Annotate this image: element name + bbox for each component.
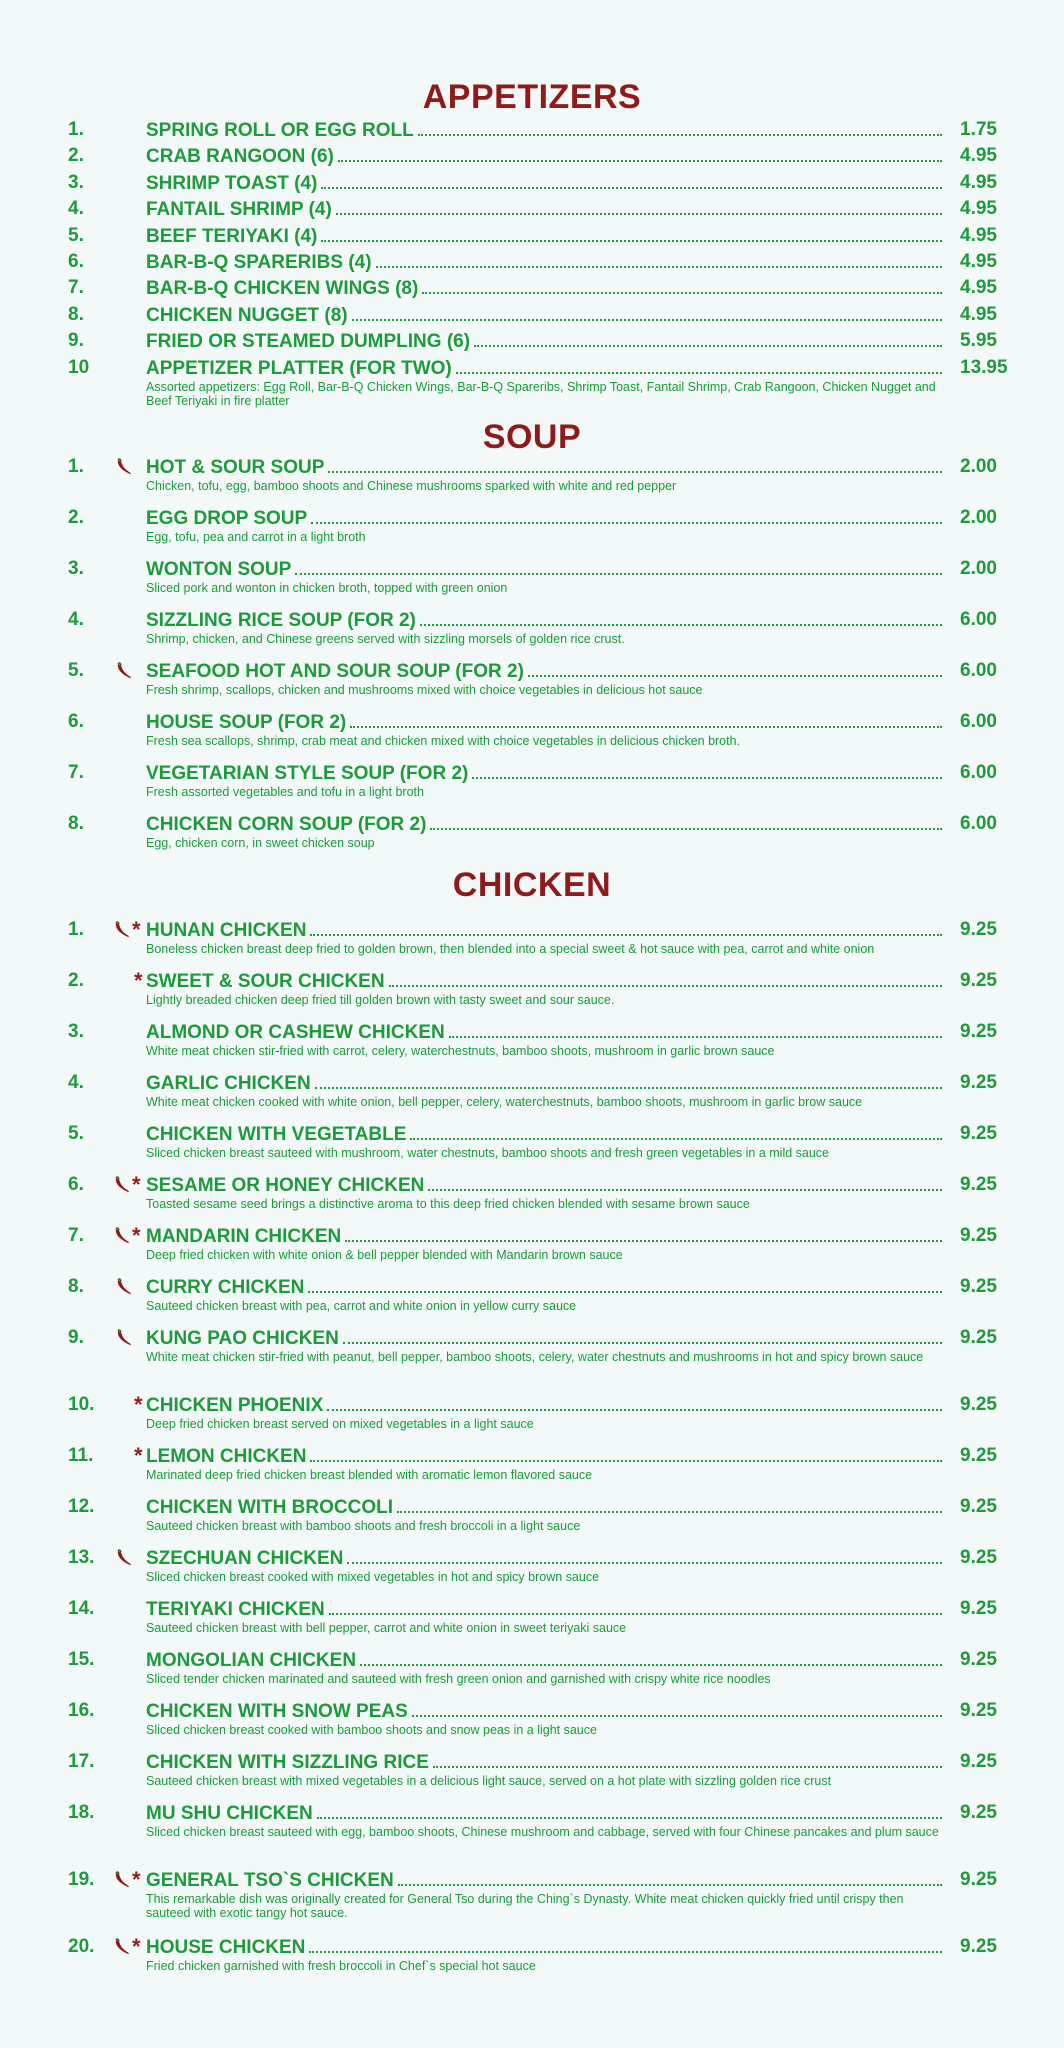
chef-special-star-icon: * [132,917,141,942]
item-number: 7. [68,277,84,298]
dot-leader [345,1224,942,1242]
item-price: 9.25 [960,1394,997,1415]
item-name-line [146,1275,946,1299]
item-description: Shrimp, chicken, and Chinese greens served with sizzling morsels of golden rice crust. [146,632,625,646]
item-price: 6.00 [960,609,997,630]
item-number: 14. [68,1598,95,1619]
dot-leader [428,1173,942,1191]
item-price: 2.00 [960,558,997,579]
item-name: SEAFOOD HOT AND SOUR SOUP (FOR 2) [146,661,524,682]
item-number: 4. [68,1072,84,1093]
dot-leader [474,329,942,347]
item-description: Fried chicken garnished with fresh broccoli in Chef`s special hot sauce [146,1959,536,1973]
dot-leader [412,1699,942,1717]
item-name: SWEET & SOUR CHICKEN [146,971,385,992]
item-number: 1. [68,919,84,940]
item-name: HOUSE CHICKEN [146,1937,306,1958]
dot-leader [422,276,942,294]
chef-special-star-icon: * [134,1443,143,1468]
item-number: 11. [68,1445,94,1466]
item-name-line [146,506,946,530]
item-name-line [146,356,946,380]
item-name-line [146,1546,946,1570]
item-number: 5. [68,660,84,681]
dot-leader [350,710,942,728]
item-number: 3. [68,558,84,579]
item-name-line [146,1020,946,1044]
item-price: 4.95 [960,277,997,298]
item-description: Deep fried chicken with white onion & bell pepper blended with Mandarin brown sauce [146,1248,623,1262]
item-name-line [146,1444,946,1468]
chef-special-star-icon: * [132,1223,141,1248]
item-name-line [146,1071,946,1095]
item-marks [110,659,146,683]
chef-special-star-icon: * [132,1934,141,1959]
item-description: Chicken, tofu, egg, bamboo shoots and Chinese mushrooms sparked with white and red pepper [146,479,677,493]
item-price: 9.25 [960,1869,997,1890]
hot-pepper-icon [114,661,134,681]
item-price: 9.25 [960,1445,997,1466]
item-marks [110,1275,146,1299]
item-name: CHICKEN WITH SIZZLING RICE [146,1752,429,1773]
item-price: 6.00 [960,813,997,834]
item-name: MONGOLIAN CHICKEN [146,1650,357,1671]
item-price: 9.25 [960,1751,997,1772]
item-number: 5. [68,1123,84,1144]
item-number: 3. [68,1021,84,1042]
item-price: 9.25 [960,1547,997,1568]
item-price: 13.95 [960,357,1008,378]
item-name: HOT & SOUR SOUP [146,457,325,478]
hot-pepper-icon [112,1937,132,1957]
item-name: CHICKEN PHOENIX [146,1395,324,1416]
item-name-line [146,303,946,327]
item-price: 9.25 [960,919,997,940]
item-number: 2. [68,970,84,991]
item-name: CURRY CHICKEN [146,1277,305,1298]
item-name: SHRIMP TOAST (4) [146,173,318,194]
item-number: 10. [68,1394,95,1415]
item-name: HOUSE SOUP (FOR 2) [146,712,347,733]
item-marks [110,1393,146,1417]
dot-leader [449,1020,942,1038]
item-name-line [146,171,946,195]
item-marks [110,1935,146,1959]
item-marks [110,455,146,479]
item-name-line [146,1495,946,1519]
item-name-line [146,1597,946,1621]
item-description: Sliced tender chicken marinated and sauteed with fresh green onion and garnished with crispy white rice noodles [146,1672,771,1686]
item-name-line [146,224,946,248]
item-description: Egg, chicken corn, in sweet chicken soup [146,836,375,850]
dot-leader [528,659,942,677]
item-name-line [146,812,946,836]
item-marks [110,1868,146,1892]
item-description: Fresh sea scallops, shrimp, crab meat and chicken mixed with choice vegetables in delicious chicken broth. [146,734,741,748]
item-price: 5.95 [960,330,997,351]
item-name: APPETIZER PLATTER (FOR TWO) [146,358,452,379]
item-name: MU SHU CHICKEN [146,1803,313,1824]
item-name-line [146,329,946,353]
item-price: 4.95 [960,198,997,219]
dot-leader [430,812,942,830]
item-number: 12. [68,1496,95,1517]
hot-pepper-icon [112,1226,132,1246]
item-name-line [146,276,946,300]
item-number: 4. [68,609,84,630]
item-name: SIZZLING RICE SOUP (FOR 2) [146,610,416,631]
item-name-line [146,118,946,142]
dot-leader [347,1546,942,1564]
item-name: GENERAL TSO`S CHICKEN [146,1870,394,1891]
item-price: 9.25 [960,1123,997,1144]
dot-leader [310,1444,942,1462]
dot-leader [327,1393,942,1411]
item-number: 6. [68,1174,84,1195]
item-price: 4.95 [960,172,997,193]
item-number: 10 [68,357,90,378]
item-marks [110,1546,146,1570]
item-number: 9. [68,1327,84,1348]
dot-leader [321,171,942,189]
item-price: 9.25 [960,1276,997,1297]
item-number: 5. [68,225,84,246]
dot-leader [315,1071,942,1089]
dot-leader [456,356,942,374]
item-name-line [146,1935,946,1959]
item-name: ALMOND OR CASHEW CHICKEN [146,1022,445,1043]
chef-special-star-icon: * [132,1172,141,1197]
dot-leader [308,1275,942,1293]
item-price: 4.95 [960,304,997,325]
item-name: TERIYAKI CHICKEN [146,1599,325,1620]
item-number: 18. [68,1802,95,1823]
item-number: 7. [68,762,84,783]
item-number: 6. [68,711,84,732]
item-name: MANDARIN CHICKEN [146,1226,342,1247]
item-description: Sauteed chicken breast with bell pepper, carrot and white onion in sweet teriyaki sauce [146,1621,627,1635]
item-price: 9.25 [960,970,997,991]
item-description: Assorted appetizers: Egg Roll, Bar-B-Q Chicken Wings, Bar-B-Q Spareribs, Shrimp Toast, Fantail Shrimp, Crab Rangoon, Chicken Nugget and Beef Teriyaki in fire platter [146,380,936,408]
item-price: 4.95 [960,251,997,272]
item-price: 9.25 [960,1700,997,1721]
dot-leader [352,303,942,321]
item-name-line [146,197,946,221]
item-marks [110,1224,146,1248]
dot-leader [343,1326,942,1344]
item-description: Sauteed chicken breast with bamboo shoots and fresh broccoli in a light sauce [146,1519,581,1533]
item-name-line [146,1868,946,1892]
item-marks [110,918,146,942]
item-name-line [146,761,946,785]
dot-leader [418,118,942,136]
item-number: 13. [68,1547,95,1568]
hot-pepper-icon [114,1328,134,1348]
dot-leader [410,1122,942,1140]
chef-special-star-icon: * [134,968,143,993]
dot-leader [336,197,942,215]
item-description: White meat chicken cooked with white onion, bell pepper, celery, waterchestnuts, bamboo shoots, mushroom in garlic brow sauce [146,1095,863,1109]
item-name-line [146,1224,946,1248]
item-price: 9.25 [960,1021,997,1042]
dot-leader [311,506,942,524]
item-name: FANTAIL SHRIMP (4) [146,199,332,220]
item-name-line [146,1648,946,1672]
hot-pepper-icon [112,1175,132,1195]
item-name: SPRING ROLL OR EGG ROLL [146,120,414,141]
item-price: 9.25 [960,1072,997,1093]
item-number: 2. [68,145,84,166]
item-name: SZECHUAN CHICKEN [146,1548,344,1569]
dot-leader [317,1801,942,1819]
chef-special-star-icon: * [134,1392,143,1417]
item-name-line [146,1699,946,1723]
dot-leader [472,761,942,779]
item-name: CHICKEN WITH SNOW PEAS [146,1701,408,1722]
hot-pepper-icon [112,1870,132,1890]
dot-leader [398,1868,942,1886]
dot-leader [338,144,942,162]
item-price: 9.25 [960,1802,997,1823]
item-description: White meat chicken stir-fried with peanut, bell pepper, bamboo shoots, celery, water chestnuts and mushrooms in hot and spicy brown sauce [146,1350,924,1364]
item-marks [110,1444,146,1468]
item-description: Sliced pork and wonton in chicken broth, topped with green onion [146,581,508,595]
item-marks [110,1173,146,1197]
item-price: 9.25 [960,1598,997,1619]
item-name: KUNG PAO CHICKEN [146,1328,339,1349]
item-name: LEMON CHICKEN [146,1446,307,1467]
hot-pepper-icon [114,457,134,477]
item-name-line [146,1801,946,1825]
item-name-line [146,1326,946,1350]
item-number: 7. [68,1225,84,1246]
item-name: BEEF TERIYAKI (4) [146,226,318,247]
hot-pepper-icon [114,1277,134,1297]
item-number: 6. [68,251,84,272]
item-price: 4.95 [960,225,997,246]
item-name-line [146,659,946,683]
item-description: Fresh shrimp, scallops, chicken and mushrooms mixed with choice vegetables in delicious hot sauce [146,683,703,697]
item-name-line [146,918,946,942]
item-name-line [146,969,946,993]
item-description: Marinated deep fried chicken breast blended with aromatic lemon flavored sauce [146,1468,593,1482]
item-number: 9. [68,330,84,351]
item-price: 9.25 [960,1649,997,1670]
dot-leader [420,608,942,626]
item-description: Toasted sesame seed brings a distinctive aroma to this deep fried chicken blended with sesame brown sauce [146,1197,750,1211]
section-title-chicken: CHICKEN [452,866,612,904]
item-description: Sliced chicken breast cooked with bamboo shoots and snow peas in a light sauce [146,1723,597,1737]
dot-leader [329,1597,942,1615]
item-name: BAR-B-Q SPARERIBS (4) [146,252,372,273]
dot-leader [321,224,942,242]
item-number: 4. [68,198,84,219]
item-price: 6.00 [960,711,997,732]
item-number: 8. [68,813,84,834]
item-number: 19. [68,1869,95,1890]
item-description: Sliced chicken breast sauteed with mushroom, water chestnuts, bamboo shoots and fresh green vegetables in a mild sauce [146,1146,830,1160]
dot-leader [295,557,942,575]
item-description: Deep fried chicken breast served on mixed vegetables in a light sauce [146,1417,534,1431]
item-price: 6.00 [960,660,997,681]
item-name-line [146,608,946,632]
section-title-soup: SOUP [482,418,582,456]
item-name-line [146,557,946,581]
dot-leader [376,250,942,268]
section-title-appetizers: APPETIZERS [422,78,642,116]
item-name: EGG DROP SOUP [146,508,308,529]
item-name: CHICKEN WITH VEGETABLE [146,1124,407,1145]
item-number: 1. [68,456,84,477]
dot-leader [310,918,942,936]
hot-pepper-icon [112,920,132,940]
item-name-line [146,710,946,734]
item-name: FRIED OR STEAMED DUMPLING (6) [146,331,471,352]
item-marks [110,969,146,993]
item-description: Sliced chicken breast sauteed with egg, bamboo shoots, Chinese mushroom and cabbage, served with four Chinese pancakes and plum sauce [146,1825,939,1839]
item-name: CRAB RANGOON (6) [146,146,334,167]
item-name: VEGETARIAN STYLE SOUP (FOR 2) [146,763,469,784]
item-description: Lightly breaded chicken deep fried till golden brown with tasty sweet and sour sauce. [146,993,615,1007]
item-price: 2.00 [960,507,997,528]
item-price: 9.25 [960,1174,997,1195]
item-name-line [146,1173,946,1197]
item-name-line [146,144,946,168]
item-description: Fresh assorted vegetables and tofu in a light broth [146,785,424,799]
item-name: GARLIC CHICKEN [146,1073,311,1094]
item-number: 16. [68,1700,95,1721]
item-price: 9.25 [960,1496,997,1517]
item-description: White meat chicken stir-fried with carrot, celery, waterchestnuts, bamboo shoots, mushroom in garlic brown sauce [146,1044,775,1058]
item-number: 15. [68,1649,95,1670]
dot-leader [389,969,942,987]
item-price: 9.25 [960,1327,997,1348]
dot-leader [328,455,942,473]
item-marks [110,1326,146,1350]
item-price: 6.00 [960,762,997,783]
item-price: 9.25 [960,1936,997,1957]
item-description: Sliced chicken breast cooked with mixed vegetables in hot and spicy brown sauce [146,1570,600,1584]
item-name: BAR-B-Q CHICKEN WINGS (8) [146,278,419,299]
item-description: Sauteed chicken breast with pea, carrot and white onion in yellow curry sauce [146,1299,577,1313]
item-number: 2. [68,507,84,528]
dot-leader [309,1935,942,1953]
item-name: SESAME OR HONEY CHICKEN [146,1175,425,1196]
dot-leader [433,1750,942,1768]
item-description: Sauteed chicken breast with mixed vegetables in a delicious light sauce, served on a hot plate with sizzling golden rice crust [146,1774,832,1788]
dot-leader [360,1648,942,1666]
item-price: 2.00 [960,456,997,477]
item-number: 20. [68,1936,95,1957]
item-name: CHICKEN CORN SOUP (FOR 2) [146,814,427,835]
item-price: 9.25 [960,1225,997,1246]
chef-special-star-icon: * [132,1867,141,1892]
item-name-line [146,1750,946,1774]
item-name: CHICKEN NUGGET (8) [146,305,348,326]
item-description: Egg, tofu, pea and carrot in a light broth [146,530,366,544]
item-number: 8. [68,304,84,325]
item-name: CHICKEN WITH BROCCOLI [146,1497,393,1518]
item-description: Boneless chicken breast deep fried to golden brown, then blended into a special sweet & hot sauce with pea, carrot and white onion [146,942,875,956]
item-description: This remarkable dish was originally created for General Tso during the Ching`s Dynasty. White meat chicken quickly fried until crispy then sauteed with exotic tangy hot sauce. [146,1892,904,1920]
item-number: 1. [68,119,84,140]
item-name: WONTON SOUP [146,559,292,580]
item-name: HUNAN CHICKEN [146,920,307,941]
item-name-line [146,455,946,479]
item-number: 8. [68,1276,84,1297]
item-name-line [146,1393,946,1417]
item-number: 17. [68,1751,95,1772]
item-price: 1.75 [960,119,997,140]
hot-pepper-icon [114,1548,134,1568]
item-price: 4.95 [960,145,997,166]
item-name-line [146,1122,946,1146]
item-name-line [146,250,946,274]
item-number: 3. [68,172,84,193]
dot-leader [397,1495,942,1513]
